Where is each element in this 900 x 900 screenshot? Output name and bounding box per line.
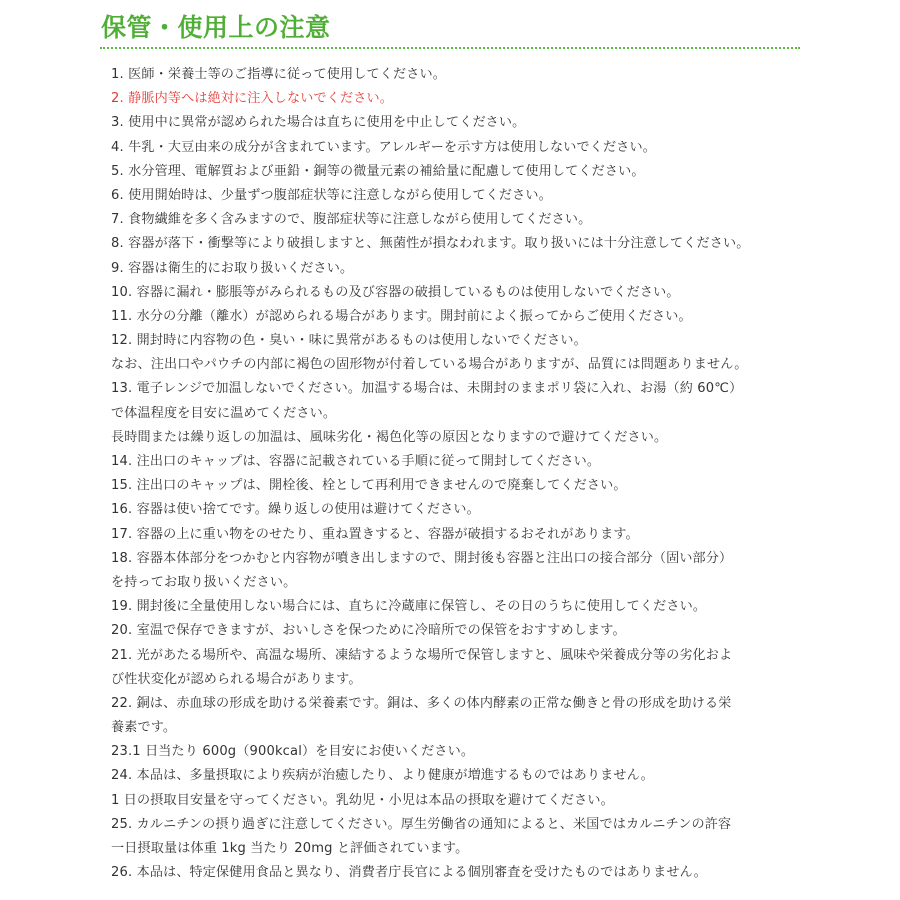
precaution-line: を持ってお取り扱いください。 [111, 574, 297, 590]
precaution-line: 21. 光があたる場所や、高温な場所、凍結するような場所で保管しますと、風味や栄養成分等の劣化およ [111, 647, 733, 663]
precaution-line: 7. 食物繊維を多く含みますので、腹部症状等に注意しながら使用してください。 [111, 212, 592, 228]
precaution-line: 1 日の摂取目安量を守ってください。乳幼児・小児は本品の摂取を避けてください。 [111, 792, 614, 808]
precaution-line: 16. 容器は使い捨てです。繰り返しの使用は避けてください。 [111, 502, 480, 518]
precautions-list [111, 63, 816, 885]
precaution-line: 19. 開封後に全量使用しない場合には、直ちに冷蔵庫に保管し、その日のうちに使用してください。 [111, 599, 707, 615]
dotted-divider [100, 47, 800, 49]
precaution-line: 4. 牛乳・大豆由来の成分が含まれています。アレルギーを示す方は使用しないでください。 [111, 139, 656, 155]
precaution-line: 23.1 日当たり 600g（900kcal）を目安にお使いください。 [111, 744, 475, 760]
page-title: 保管・使用上の注意 [101, 13, 331, 42]
precaution-line: 12. 開封時に内容物の色・臭い・味に異常があるものは使用しないでください。 [111, 333, 587, 349]
precaution-line: 9. 容器は衛生的にお取り扱いください。 [111, 260, 354, 276]
precaution-line: 一日摂取量は体重 1kg 当たり 20mg と評価されています。 [111, 841, 469, 856]
precaution-line-warning: 2. 静脈内等へは絶対に注入しないでください。 [111, 91, 393, 107]
precaution-line: び性状変化が認められる場合があります。 [111, 671, 362, 687]
precaution-line: 25. カルニチンの摂り過ぎに注意してください。厚生労働省の通知によると、米国ではカルニチンの許容 [111, 816, 732, 832]
precaution-line: 5. 水分管理、電解質および亜鉛・銅等の微量元素の補給量に配慮して使用してください。 [111, 163, 645, 179]
precaution-line: 18. 容器本体部分をつかむと内容物が噴き出しますので、開封後も容器と注出口の接合部分（固い部分） [111, 550, 733, 566]
precaution-line: 13. 電子レンジで加温しないでください。加温する場合は、未開封のままポリ袋に入れ、お湯（約 60℃） [111, 381, 743, 397]
precaution-line: 8. 容器が落下・衝撃等により破損しますと、無菌性が損なわれます。取り扱いには十分注意してください。 [111, 236, 750, 252]
precaution-line: 24. 本品は、多量摂取により疾病が治癒したり、より健康が増進するものではありません。 [111, 768, 654, 784]
precaution-line: 20. 室温で保存できますが、おいしさを保つために冷暗所での保管をおすすめします。 [111, 623, 626, 639]
precaution-line: 15. 注出口のキャップは、開栓後、栓として再利用できませんので廃棄してください。 [111, 478, 627, 494]
precaution-line: 11. 水分の分離（離水）が認められる場合があります。開封前によく振ってからご使用ください。 [111, 308, 692, 324]
precaution-line: 1. 医師・栄養士等のご指導に従って使用してください。 [111, 67, 446, 82]
precaution-line: 6. 使用開始時は、少量ずつ腹部症状等に注意しながら使用してください。 [111, 187, 552, 203]
precaution-line: で体温程度を目安に温めてください。 [111, 405, 337, 421]
precaution-line: 26. 本品は、特定保健用食品と異なり、消費者庁長官による個別審査を受けたものではありません。 [111, 865, 707, 881]
precaution-line: 長時間または繰り返しの加温は、風味劣化・褐色化等の原因となりますので避けてください。 [111, 429, 668, 445]
precaution-line: 10. 容器に漏れ・膨脹等がみられるもの及び容器の破損しているものは使用しないでください。 [111, 284, 680, 300]
precaution-line: なお、注出口やパウチの内部に褐色の固形物が付着している場合がありますが、品質には問題ありません。 [111, 357, 748, 373]
precaution-line: 14. 注出口のキャップは、容器に記載されている手順に従って開封してください。 [111, 454, 601, 469]
precaution-line: 養素です。 [111, 720, 177, 736]
precaution-line: 17. 容器の上に重い物をのせたり、重ね置きすると、容器が破損するおそれがあります。 [111, 526, 639, 542]
precaution-line: 22. 銅は、赤血球の形成を助ける栄養素です。銅は、多くの体内酵素の正常な働きと骨の形成を助ける栄 [111, 695, 732, 711]
precaution-line: 3. 使用中に異常が認められた場合は直ちに使用を中止してください。 [111, 115, 526, 131]
